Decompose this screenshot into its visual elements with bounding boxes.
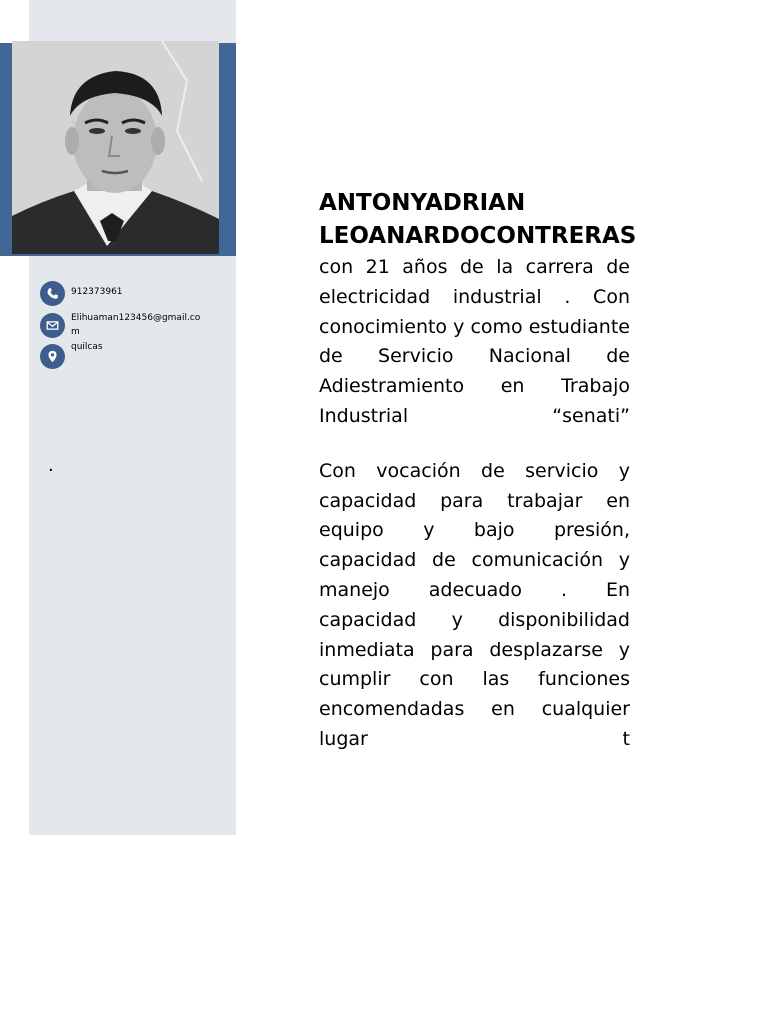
paragraph-spacer bbox=[319, 432, 630, 457]
location-pin-icon bbox=[40, 344, 65, 369]
main-content bbox=[319, 187, 637, 755]
email-address[interactable]: Elihuaman123456@gmail.com bbox=[71, 313, 201, 337]
location-text: quilcas bbox=[71, 342, 103, 352]
candidate-name-line1: ANTONYADRIAN bbox=[319, 190, 526, 216]
envelope-icon bbox=[40, 313, 65, 338]
profile-photo bbox=[12, 41, 219, 254]
phone-number: 912373961 bbox=[71, 287, 123, 297]
contact-phone bbox=[40, 281, 203, 306]
candidate-name-line2: LEOANARDOCONTRERAS bbox=[319, 223, 637, 249]
portrait-image bbox=[12, 41, 219, 254]
summary-paragraph-2: Con vocación de servicio y capacidad para trabajar en equipo y bajo presión, capacidad de comunicación y manejo adecuado . En capacidad y disponibilidad inmediata para desplazarse y cumplir con las funciones encomendadas en cualquier lugar t bbox=[319, 459, 630, 750]
summary-paragraph-1: con 21 años de la carrera de electricidad industrial . Con conocimiento y como estudiante de Servicio Nacional de Adiestramiento en Trabajo Industrial “senati” bbox=[319, 256, 630, 427]
contact-location bbox=[40, 344, 203, 369]
contact-email bbox=[40, 313, 203, 339]
phone-icon bbox=[40, 281, 65, 306]
sidebar-bullet: . bbox=[48, 455, 54, 476]
